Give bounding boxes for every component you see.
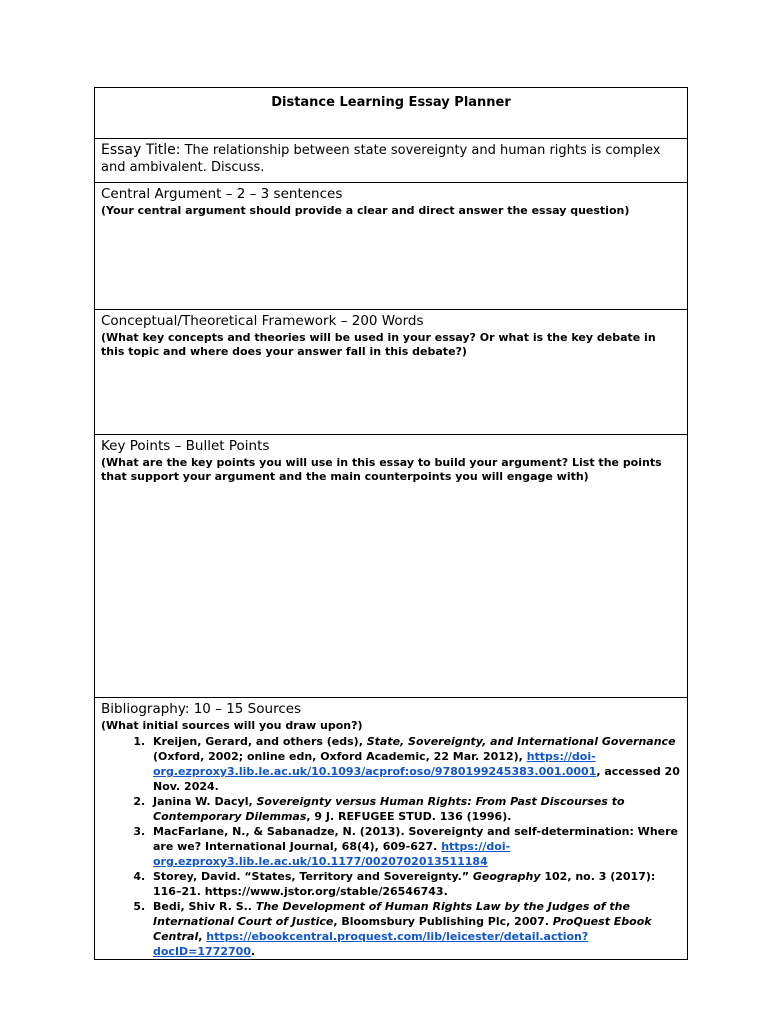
bibliography-heading: Bibliography: 10 – 15 Sources bbox=[101, 701, 302, 717]
key-points-cell[interactable] bbox=[95, 435, 688, 698]
source-title: The Development of Human Rights Law by the Judges of the International Court of Justice bbox=[153, 900, 630, 928]
central-argument-cell[interactable] bbox=[95, 183, 688, 310]
bibliography-list bbox=[101, 734, 681, 959]
source-link[interactable]: https://doi-org.ezproxy3.lib.le.ac.uk/10.1093/acprof:oso/9780199245383.001.0001 bbox=[153, 750, 597, 778]
source-text: , accessed 20 Nov. 2024. bbox=[153, 765, 680, 793]
central-argument-heading: Central Argument – 2 – 3 sentences bbox=[101, 186, 343, 202]
bibliography-item bbox=[149, 734, 681, 794]
source-title: State, Sovereignty, and International Governance bbox=[366, 735, 676, 748]
source-title: Sovereignty versus Human Rights: From Past Discourses to Contemporary Dilemmas bbox=[153, 795, 625, 823]
source-link[interactable]: https://doi-org.ezproxy3.lib.le.ac.uk/10.1177/0020702013511184 bbox=[153, 840, 511, 868]
bibliography-item bbox=[149, 869, 681, 899]
source-text: , bbox=[198, 930, 207, 943]
source-text: Bedi, Shiv R. S.. bbox=[153, 900, 256, 913]
framework-heading: Conceptual/Theoretical Framework – 200 Words bbox=[101, 313, 424, 329]
title-cell bbox=[95, 88, 688, 139]
framework-cell[interactable] bbox=[95, 310, 688, 435]
essay-title-text: The relationship between state sovereignty and human rights is complex and ambivalent. Discuss. bbox=[101, 143, 661, 175]
essay-title-cell bbox=[95, 139, 688, 183]
source-text: . bbox=[250, 945, 256, 958]
framework-hint: (What key concepts and theories will be used in your essay? Or what is the key debate in this topic and where does your answer fall in this debate?) bbox=[101, 331, 656, 358]
source-text: MacFarlane, N., & Sabanadze, N. (2013). Sovereignty and self-determination: Where are we? International Journal, 68(4), 609-627. bbox=[153, 825, 678, 853]
source-title: ProQuest Ebook Central bbox=[153, 915, 652, 943]
source-link[interactable]: https://ebookcentral.proquest.com/lib/leicester/detail.action?docID=1772700 bbox=[153, 930, 589, 958]
key-points-hint: (What are the key points you will use in this essay to build your argument? List the points that support your argument and the main counterpoints you will engage with) bbox=[101, 456, 662, 483]
source-text: Storey, David. “States, Territory and Sovereignty.” bbox=[153, 870, 473, 883]
document-title: Distance Learning Essay Planner bbox=[271, 95, 511, 110]
source-text: Janina W. Dacyl, bbox=[153, 795, 257, 808]
bibliography-item bbox=[149, 824, 681, 869]
bibliography-hint: (What initial sources will you draw upon?) bbox=[101, 719, 363, 732]
key-points-heading: Key Points – Bullet Points bbox=[101, 438, 270, 454]
source-text: , Bloomsbury Publishing Plc, 2007. bbox=[333, 915, 553, 928]
source-text: (Oxford, 2002; online edn, Oxford Academic, 22 Mar. 2012), bbox=[153, 750, 527, 763]
essay-title bbox=[101, 142, 681, 176]
source-title: Geography bbox=[472, 870, 541, 883]
essay-planner-table bbox=[94, 87, 688, 960]
source-text: , 9 J. REFUGEE STUD. 136 (1996). bbox=[306, 810, 512, 823]
bibliography-item bbox=[149, 899, 681, 959]
bibliography-cell bbox=[95, 698, 688, 960]
bibliography-item bbox=[149, 794, 681, 824]
source-text: 102, no. 3 (2017): 116–21. https://www.jstor.org/stable/26546743. bbox=[153, 870, 656, 898]
essay-title-label: Essay Title: bbox=[101, 142, 181, 158]
source-text: Kreijen, Gerard, and others (eds), bbox=[153, 735, 367, 748]
central-argument-hint: (Your central argument should provide a clear and direct answer the essay question) bbox=[101, 204, 630, 217]
